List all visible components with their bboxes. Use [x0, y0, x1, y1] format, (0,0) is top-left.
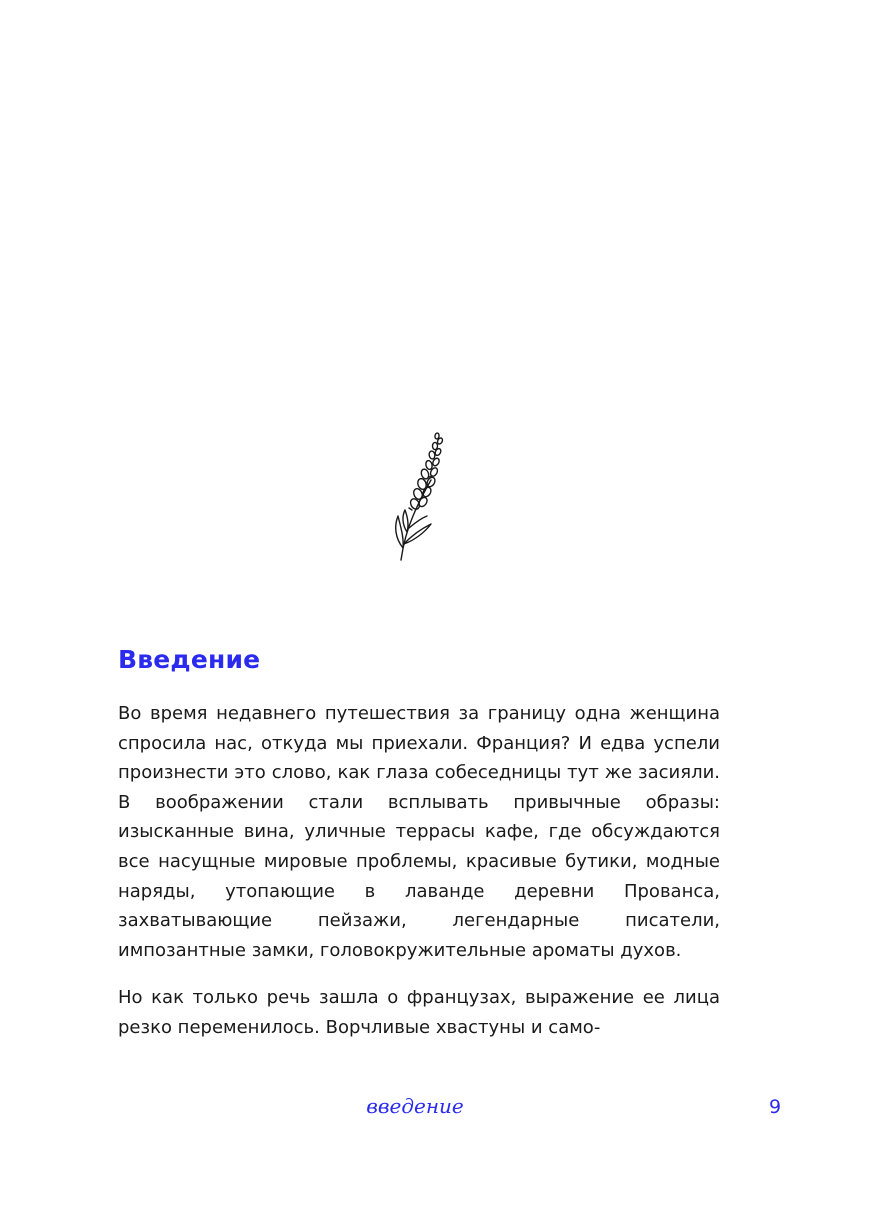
paragraph-1: Во время недавнего путешествия за границу одна женщина спросила нас, откуда мы приехали. Франция? И едва успели произнести это слово, как глаза собеседницы тут же засияли. В воображении стали всплывать привычные образы: изысканные вина, уличные террасы кафе, где обсуждаются все насущные мировые проблемы, красивые бутики, модные наряды, утопающие в лаванде деревни Прованса, захватывающие пейзажи, легендарные писатели, импозантные замки, головокружительные ароматы духов. [118, 703, 720, 961]
lavender-sprig-icon [385, 428, 455, 568]
running-title: введение [366, 1094, 464, 1118]
paragraph-2: Но как только речь зашла о французах, выражение ее лица резко переменилось. Ворчливые хвастуны и само- [118, 987, 720, 1038]
page-number: 9 [768, 1096, 782, 1118]
chapter-heading: Введение [118, 645, 261, 674]
chapter-body [118, 699, 720, 1061]
